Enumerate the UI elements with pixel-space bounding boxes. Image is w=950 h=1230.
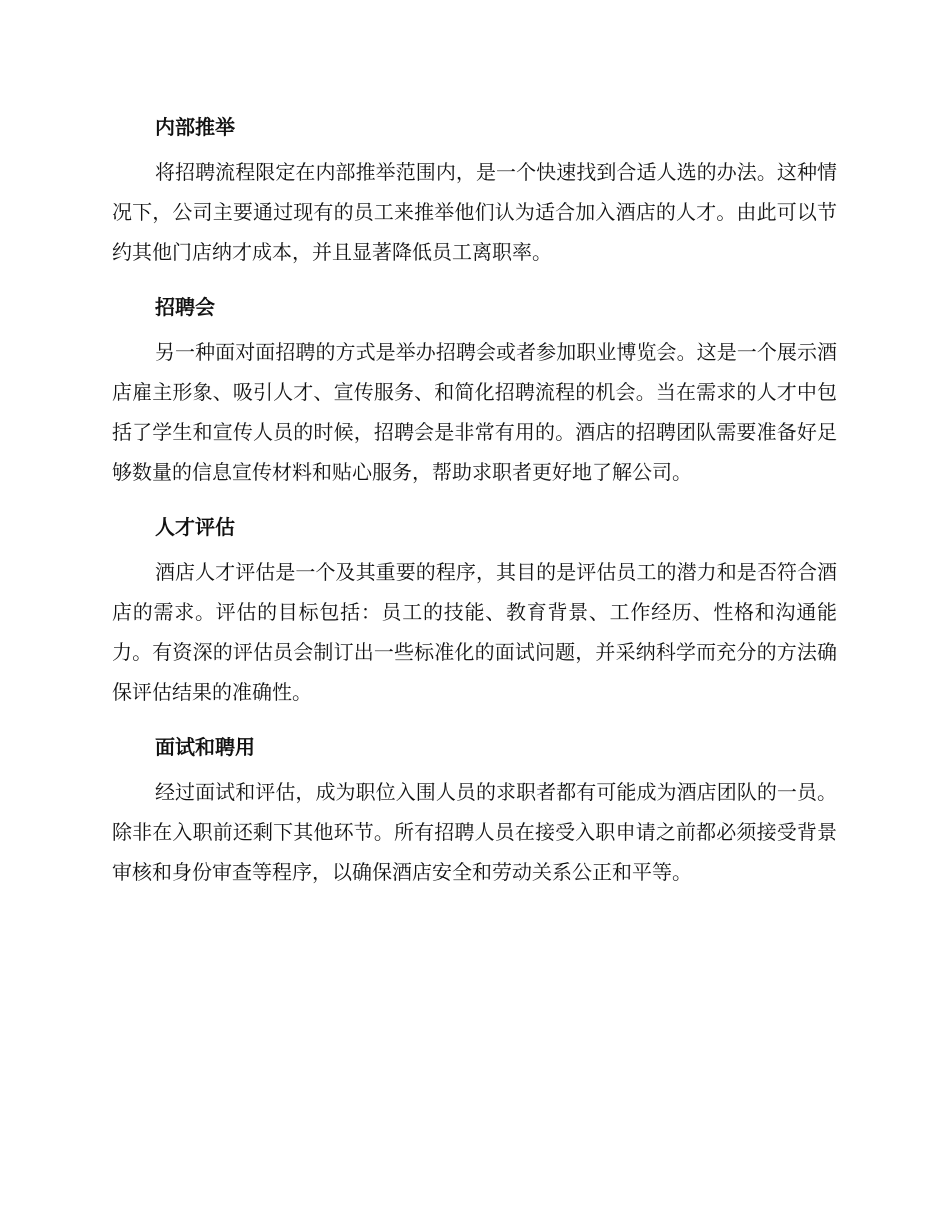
section-paragraph-internal-referral: 将招聘流程限定在内部推举范围内，是一个快速找到合适人选的办法。这种情况下，公司主要通过现有的员工来推举他们认为适合加入酒店的人才。由此可以节约其他门店纳才成本，并且显著降低员工离职率。 <box>112 160 837 264</box>
document-body <box>112 108 837 908</box>
section-paragraph-interview-hiring: 经过面试和评估，成为职位入围人员的求职者都有可能成为酒店团队的一员。除非在入职前还剩下其他环节。所有招聘人员在接受入职申请之前都必须接受背景审核和身份审查等程序，以确保酒店安全和劳动关系公正和平等。 <box>112 780 837 884</box>
section-heading-talent-assessment: 人才评估 <box>155 515 235 539</box>
section-heading-job-fair: 招聘会 <box>155 295 215 319</box>
section-heading-interview-hiring: 面试和聘用 <box>155 735 255 759</box>
section-paragraph-talent-assessment: 酒店人才评估是一个及其重要的程序，其目的是评估员工的潜力和是否符合酒店的需求。评估的目标包括：员工的技能、教育背景、工作经历、性格和沟通能力。有资深的评估员会制订出一些标准化的面试问题，并采纳科学而充分的方法确保评估结果的准确性。 <box>112 560 837 704</box>
section-paragraph-job-fair: 另一种面对面招聘的方式是举办招聘会或者参加职业博览会。这是一个展示酒店雇主形象、吸引人才、宣传服务、和简化招聘流程的机会。当在需求的人才中包括了学生和宣传人员的时候，招聘会是非常有用的。酒店的招聘团队需要准备好足够数量的信息宣传材料和贴心服务，帮助求职者更好地了解公司。 <box>112 340 837 484</box>
section-heading-internal-referral: 内部推举 <box>155 115 235 139</box>
